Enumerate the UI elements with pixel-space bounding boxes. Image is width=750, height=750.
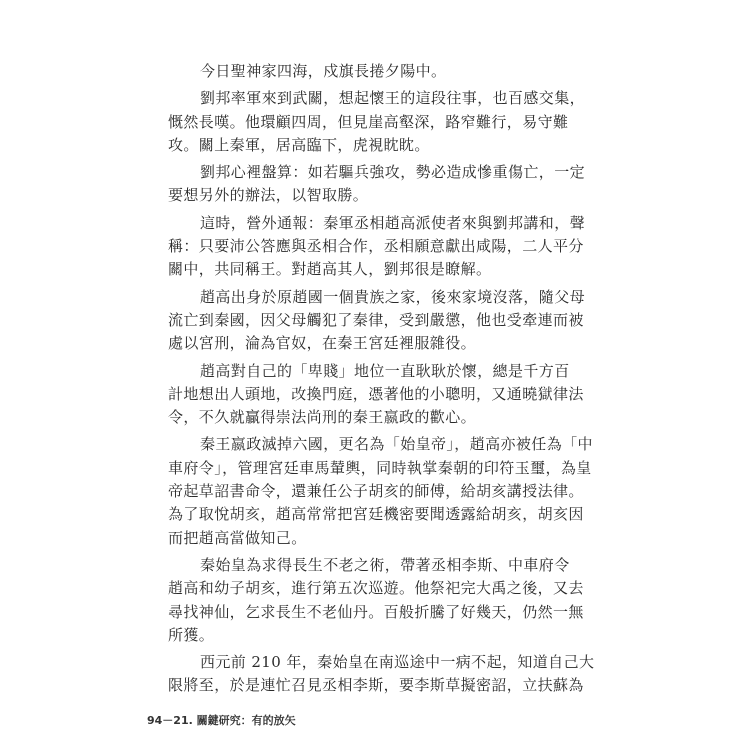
text-line: 令，不久就贏得崇法尚刑的秦王嬴政的歡心。: [168, 408, 477, 427]
text-line: 趙高對自己的「卑賤」地位一直耿耿於懷，總是千方百: [200, 361, 570, 380]
paragraph: [168, 360, 590, 430]
text-line: 要想另外的辦法，以智取勝。: [168, 186, 369, 205]
text-line: 趙高出身於原趙國一個貴族之家，後來家境沒落，隨父母: [200, 287, 586, 306]
paragraph: [168, 87, 590, 157]
paragraph: [168, 60, 590, 83]
paragraph: [168, 554, 590, 647]
text-line: 尋找神仙，乞求長生不老仙丹。百般折騰了好幾天，仍然一無: [168, 602, 584, 621]
page-footer: 94－21. 關鍵研究：有的放矢: [147, 714, 296, 727]
text-line: 秦始皇為求得長生不老之術，帶著丞相李斯、中車府令: [200, 555, 570, 574]
text-line: 所獲。: [168, 625, 215, 644]
text-line: 慨然長嘆。他環顧四周，但見崖高壑深，路窄難行，易守難: [168, 112, 569, 131]
text-line: 這時，營外通報：秦軍丞相趙高派使者來與劉邦講和，聲: [200, 213, 586, 232]
text-line: 趙高和幼子胡亥，進行第五次巡遊。他祭祀完大禹之後，又去: [168, 579, 584, 598]
paragraph: [168, 212, 590, 282]
text-line: 處以宮刑，淪為官奴，在秦王宮廷裡服雜役。: [168, 334, 477, 353]
text-line: 車府令」，管理宮廷車馬輦輿，同時執掌秦朝的印符玉璽，為皇: [168, 458, 592, 477]
text-line: 計地想出人頭地，改換門庭，憑著他的小聰明，又通曉獄律法: [168, 384, 584, 403]
paragraph: [168, 161, 590, 208]
text-line: 秦王嬴政滅掉六國，更名為「始皇帝」，趙高亦被任為「中: [200, 435, 593, 454]
text-line: 稱：只要沛公答應與丞相合作，丞相願意獻出咸陽，二人平分: [168, 237, 584, 256]
body-text: [168, 60, 595, 702]
text-line: 攻。關上秦軍，居高臨下，虎視眈眈。: [168, 135, 430, 154]
paragraph: [168, 286, 590, 356]
text-line: 劉邦心裡盤算：如若驅兵強攻，勢必造成慘重傷亡，一定: [200, 163, 586, 182]
text-line: 為了取悅胡亥，趙高常常把宮廷機密要聞透露給胡亥，胡亥因: [168, 505, 584, 524]
text-line: 今日聖神家四海，戍旗長捲夕陽中。: [200, 62, 447, 80]
paragraph: [168, 651, 595, 698]
text-line: 劉邦率軍來到武關，想起懷王的這段往事，也百感交集，: [200, 89, 586, 108]
text-line: 帝起草詔書命令，還兼任公子胡亥的師傅，給胡亥講授法律。: [168, 482, 584, 501]
text-line: 限將至，於是連忙召見丞相李斯，要李斯草擬密詔，立扶蘇為: [168, 676, 584, 695]
text-line: 關中，共同稱王。對趙高其人，劉邦很是瞭解。: [168, 260, 492, 279]
paragraph: [168, 433, 593, 549]
text-line: 西元前 210 年，秦始皇在南巡途中一病不起，知道自己大: [200, 653, 595, 672]
text-line: 流亡到秦國，因父母觸犯了秦律，受到嚴懲，他也受牽連而被: [168, 310, 584, 329]
text-line: 而把趙高當做知己。: [168, 528, 307, 547]
